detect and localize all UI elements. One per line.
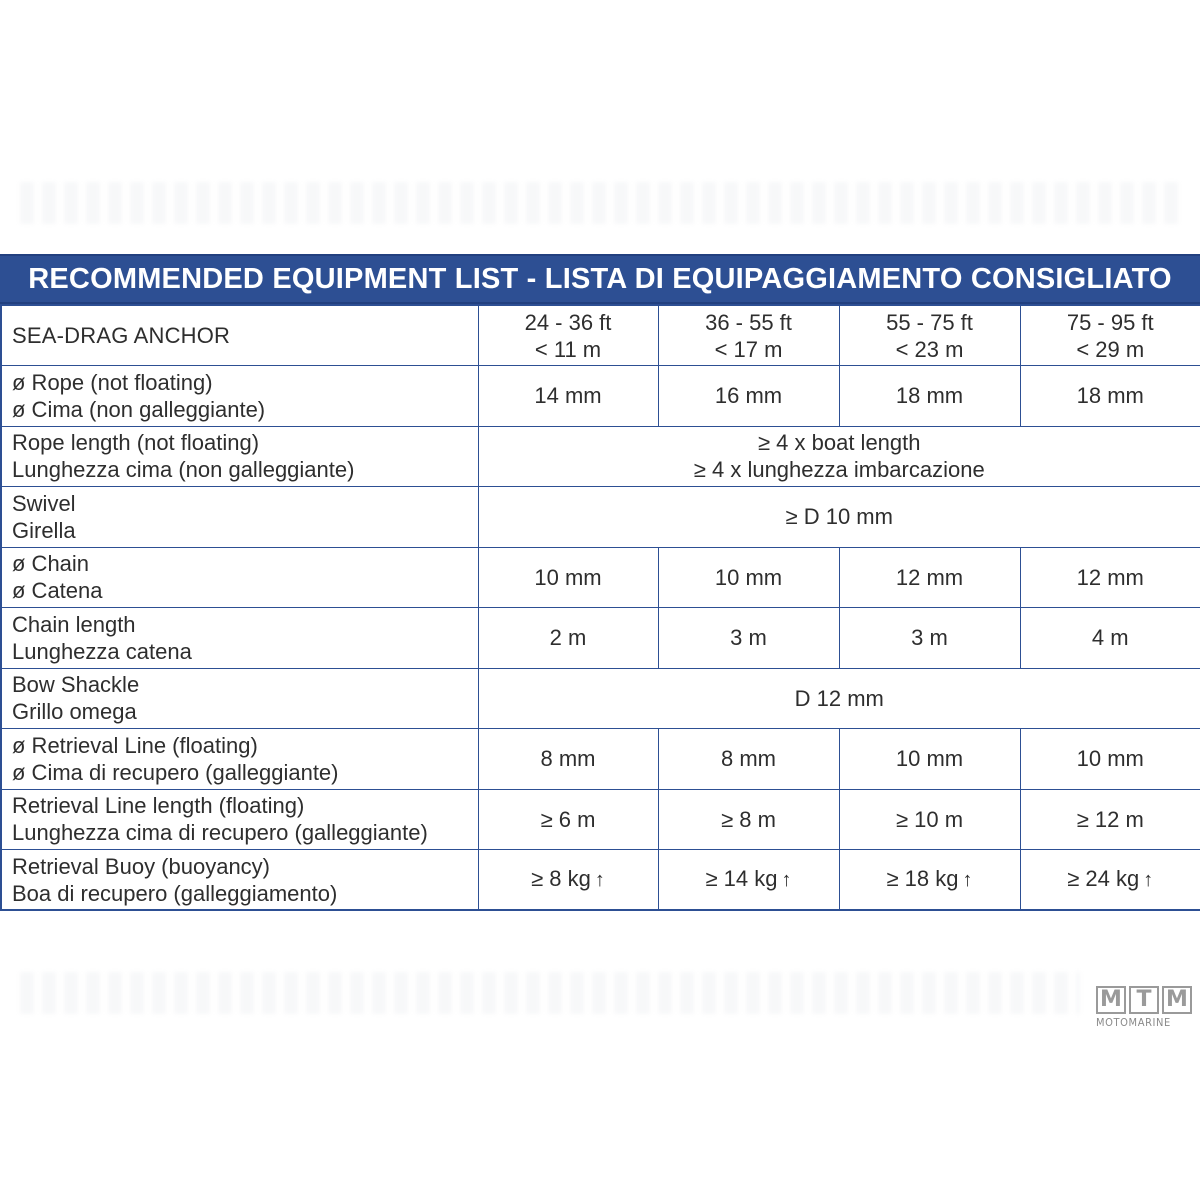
row-label-it: Lunghezza catena [12,638,192,664]
motomarine-logo [1096,986,1196,1030]
table-cell: 3 m [658,608,839,669]
header-m: < 17 m [714,336,783,362]
header-label: SEA-DRAG ANCHOR [1,305,478,366]
buoy-value: ≥ 18 kg [886,866,959,891]
row-label-it: Boa di recupero (galleggiamento) [12,880,338,906]
buoy-value: ≥ 8 kg [531,866,591,891]
table-cell [658,850,839,911]
row-label-en: Chain length [12,611,136,637]
up-arrow-icon: ↑ [1143,869,1154,891]
table-cell: 10 mm [658,547,839,608]
up-arrow-icon: ↑ [781,869,792,891]
table-cell: ≥ 8 m [658,789,839,850]
logo-letters [1096,986,1196,1014]
table-row [1,608,1200,669]
table-row [1,426,1200,487]
table-cell: 16 mm [658,366,839,427]
row-label-it: Lunghezza cima (non galleggiante) [12,457,355,483]
row-label [1,366,478,427]
logo-letter: T [1129,986,1159,1014]
header-m: < 11 m [534,336,602,362]
row-label-it: Grillo omega [12,699,137,725]
row-label-it: ø Catena [12,578,103,604]
header-col-3 [839,305,1020,366]
row-label-en: ø Retrieval Line (floating) [12,732,258,758]
table-cell: 14 mm [478,366,658,427]
row-label [1,547,478,608]
table-cell: 3 m [839,608,1020,669]
up-arrow-icon: ↑ [594,869,605,891]
table-cell: ≥ 12 m [1020,789,1200,850]
row-label [1,850,478,911]
table-cell [1020,850,1200,911]
table-row [1,366,1200,427]
table-cell: 10 mm [839,729,1020,790]
table-cell: ≥ 10 m [839,789,1020,850]
row-label [1,426,478,487]
row-label [1,608,478,669]
table-title: RECOMMENDED EQUIPMENT LIST - LISTA DI EQUIPAGGIAMENTO CONSIGLIATO [28,262,1172,295]
header-col-1 [478,305,658,366]
header-ft: 36 - 55 ft [705,309,792,335]
row-label [1,729,478,790]
row-label-en: Swivel [12,490,76,516]
table-cell [839,850,1020,911]
buoy-value: ≥ 24 kg [1067,866,1140,891]
table-row [1,789,1200,850]
merged-line-en: ≥ 4 x boat length [757,430,921,456]
logo-letter: M [1162,986,1192,1014]
header-ft: 75 - 95 ft [1066,309,1154,335]
buoy-value: ≥ 14 kg [705,866,778,891]
table-row [1,547,1200,608]
logo-letter: M [1096,986,1126,1014]
row-label-en: Retrieval Buoy (buoyancy) [12,853,271,879]
table-cell: 2 m [478,608,658,669]
faded-text-bottom [20,972,1080,1014]
table-cell: 18 mm [839,366,1020,427]
merged-cell: D 12 mm [478,668,1200,729]
row-label-it: ø Cima (non galleggiante) [12,396,266,422]
row-label-en: Rope length (not floating) [12,430,260,456]
header-ft: 55 - 75 ft [886,309,973,335]
table-header-row [1,305,1200,366]
row-label-it: Lunghezza cima di recupero (galleggiante) [12,820,428,846]
up-arrow-icon: ↑ [962,869,973,891]
merged-line-it: ≥ 4 x lunghezza imbarcazione [693,457,985,483]
title-banner [0,254,1200,304]
table-cell: ≥ 6 m [478,789,658,850]
row-label-en: Bow Shackle [12,672,140,698]
merged-cell: ≥ D 10 mm [478,487,1200,548]
merged-cell [478,426,1200,487]
row-label-en: ø Chain [12,551,90,577]
equipment-table [0,304,1200,911]
row-label [1,789,478,850]
table-cell: 18 mm [1020,366,1200,427]
row-label-it: ø Cima di recupero (galleggiante) [12,759,339,785]
row-label-en: ø Rope (not floating) [12,369,213,395]
table-row [1,729,1200,790]
header-ft: 24 - 36 ft [524,309,612,335]
table-cell: 8 mm [658,729,839,790]
table-row [1,850,1200,911]
table-cell: 12 mm [1020,547,1200,608]
table-cell: 12 mm [839,547,1020,608]
table-cell [478,850,658,911]
header-m: < 29 m [1076,336,1145,362]
faded-text-top [20,182,1180,224]
header-m: < 23 m [895,336,964,362]
table-row [1,668,1200,729]
row-label-it: Girella [12,517,76,543]
table-cell: 8 mm [478,729,658,790]
row-label [1,668,478,729]
row-label [1,487,478,548]
header-col-2 [658,305,839,366]
table-row [1,487,1200,548]
table-cell: 10 mm [1020,729,1200,790]
table-cell: 4 m [1020,608,1200,669]
header-col-4 [1020,305,1200,366]
logo-text: MOTOMARINE [1096,1016,1171,1029]
row-label-en: Retrieval Line length (floating) [12,793,305,819]
table-cell: 10 mm [478,547,658,608]
